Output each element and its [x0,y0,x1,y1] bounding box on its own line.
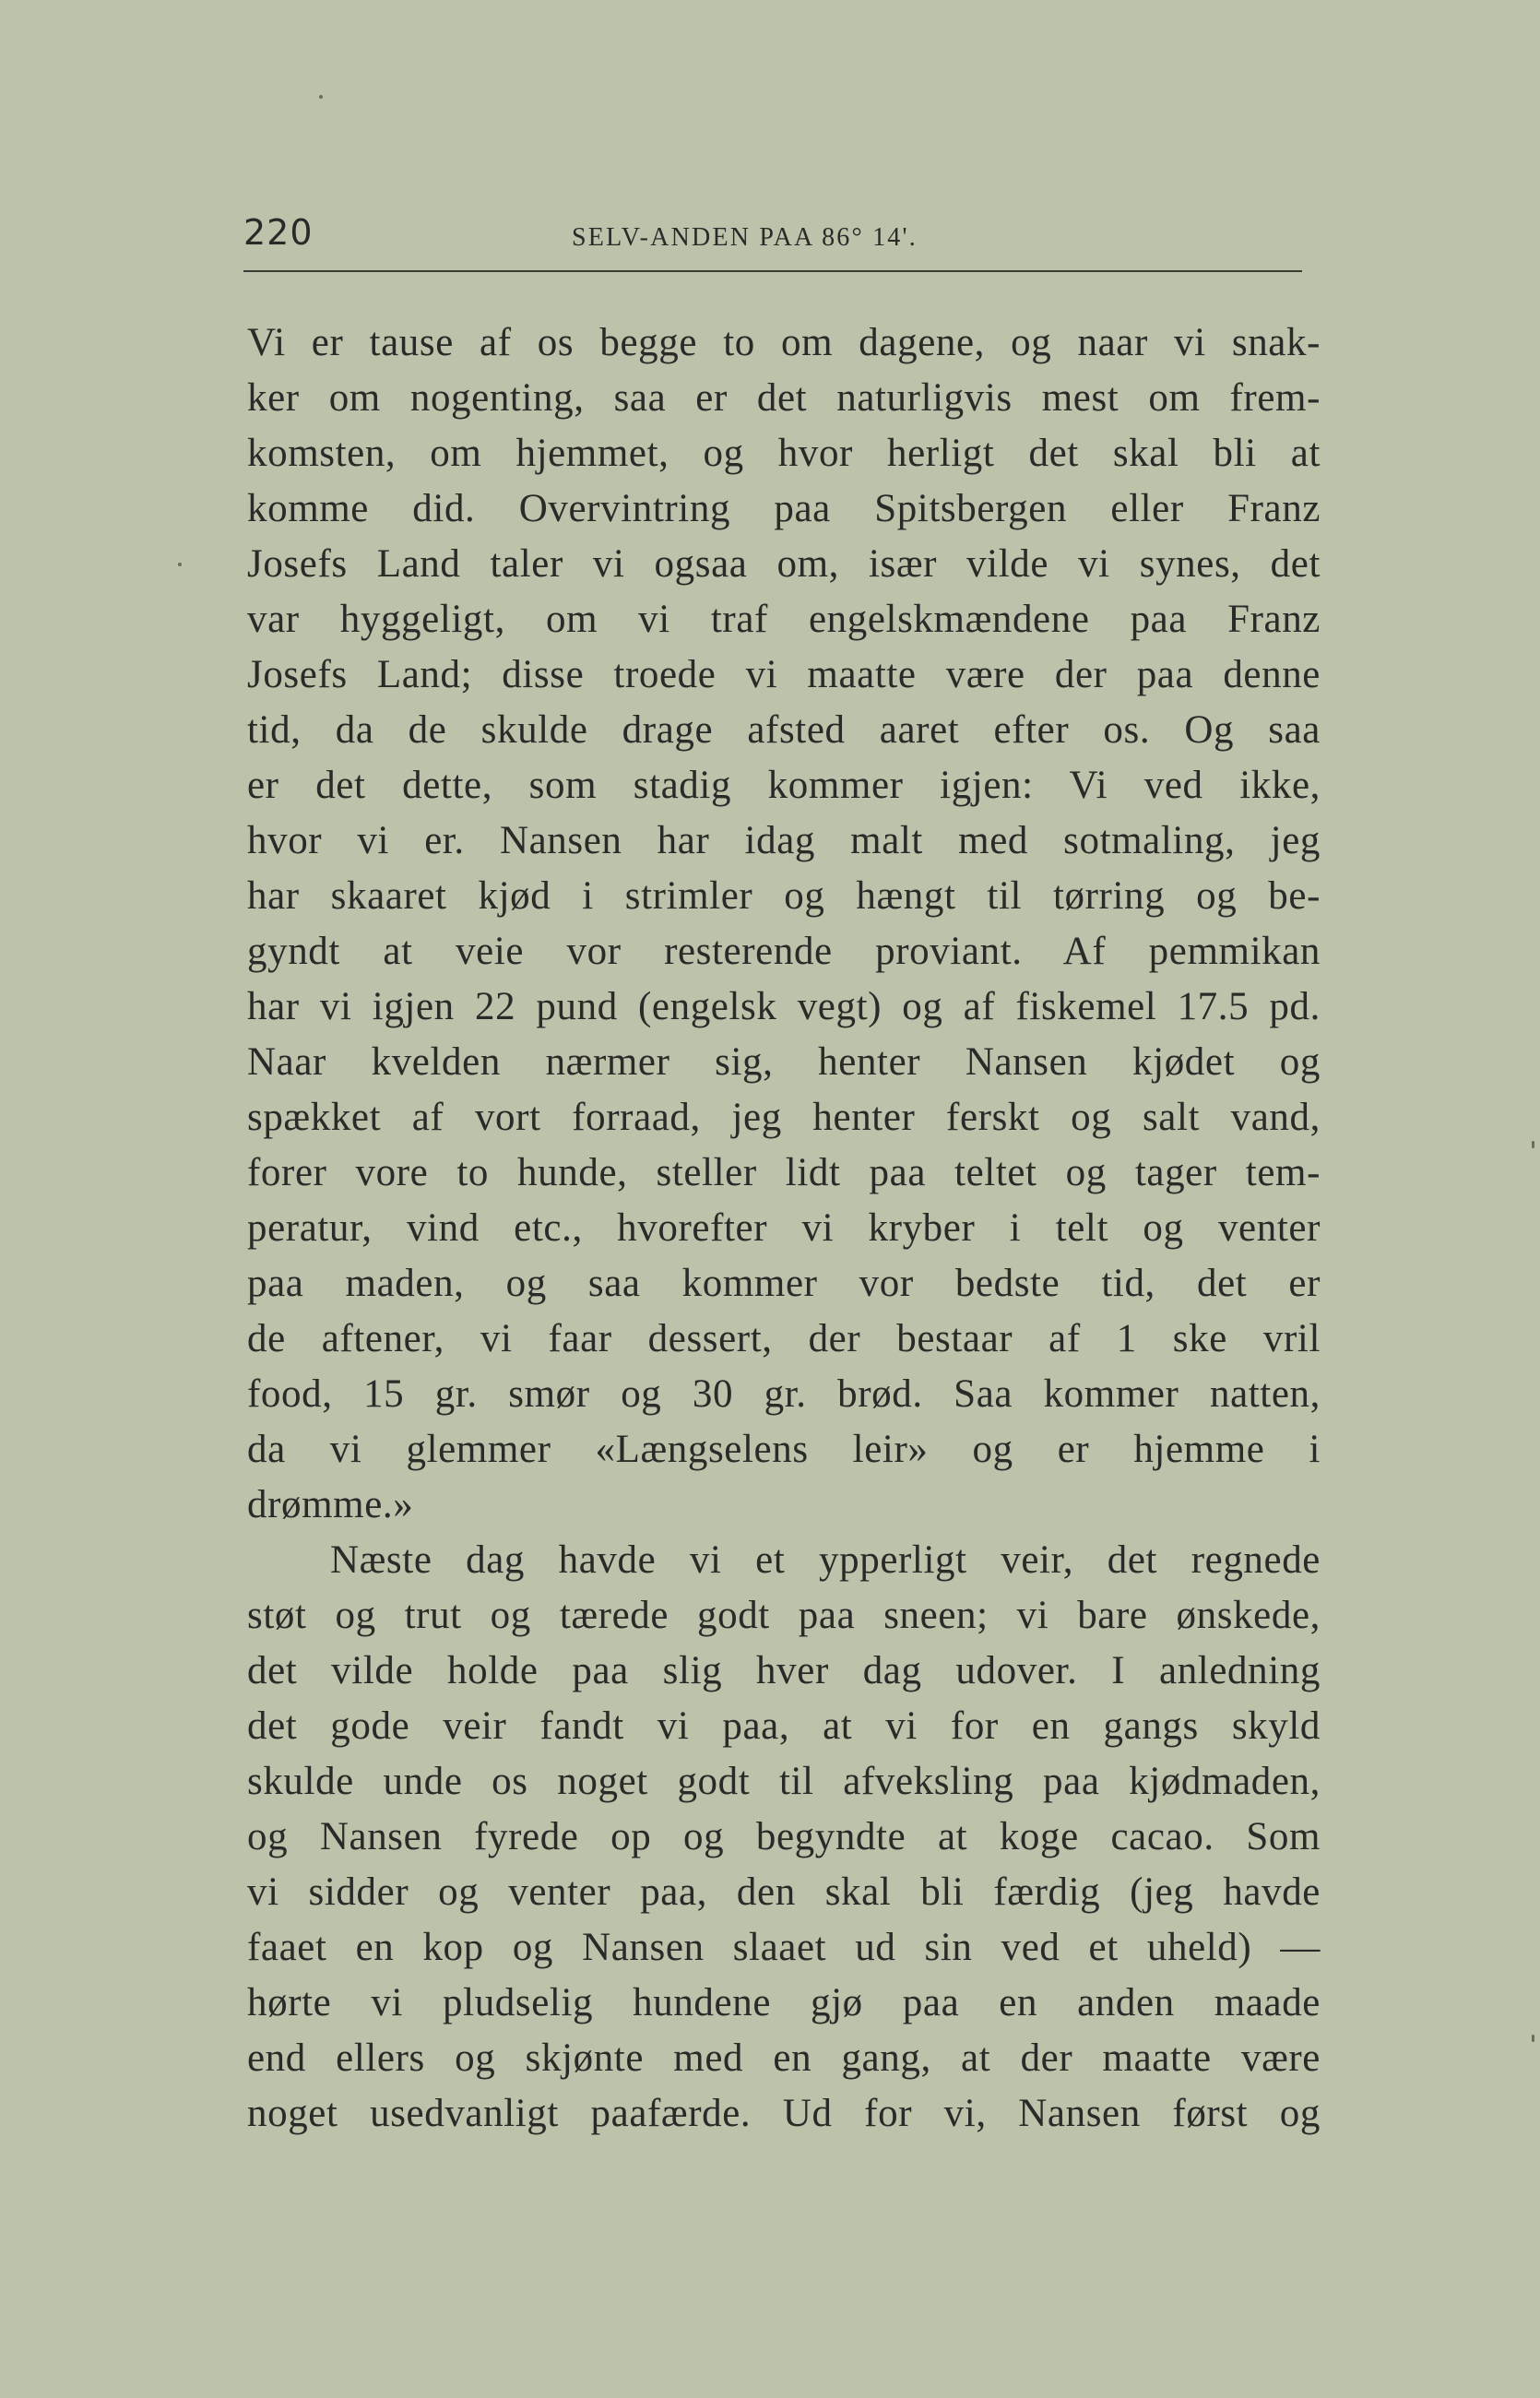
text-line: de aftener, vi faar dessert, der bestaar af 1 ske vril [247,1317,1321,1360]
text-line: hvor vi er. Nansen har idag malt med sotmaling, jeg [247,819,1321,862]
text-line: end ellers og skjønte med en gang, at der maatte være [247,2036,1321,2080]
text-line: Vi er tause af os begge to om dagene, og naar vi snak- [247,321,1321,364]
text-line: faaet en kop og Nansen slaaet ud sin ved et uheld) — [247,1926,1321,1969]
text-line: det vilde holde paa slig hver dag udover. I anledning [247,1649,1321,1692]
text-line: forer vore to hunde, steller lidt paa teltet og tager tem- [247,1151,1321,1194]
paper-speck [178,563,182,566]
text-line: Josefs Land taler vi ogsaa om, især vilde vi synes, det [247,542,1321,586]
text-line: har skaaret kjød i strimler og hængt til tørring og be- [247,874,1321,918]
text-line: paa maden, og saa kommer vor bedste tid, det er [247,1262,1321,1305]
text-line: hørte vi pludselig hundene gjø paa en anden maade [247,1981,1321,2024]
text-line: drømme.» [247,1483,414,1526]
text-line: Næste dag havde vi et ypperligt veir, det regnede [330,1538,1321,1582]
body-text [247,315,1321,2142]
text-line: tid, da de skulde drage afsted aaret efter os. Og saa [247,708,1321,752]
text-line: vi sidder og venter paa, den skal bli færdig (jeg havde [247,1870,1321,1914]
text-line: og Nansen fyrede op og begyndte at koge cacao. Som [247,1815,1321,1858]
page-header [243,210,1302,266]
text-line: støt og trut og tærede godt paa sneen; vi bare ønskede, [247,1594,1321,1637]
text-line: Naar kvelden nærmer sig, henter Nansen kjødet og [247,1040,1321,1084]
text-line: ker om nogenting, saa er det naturligvis mest om frem- [247,376,1321,420]
text-line: er det dette, som stadig kommer igjen: Vi ved ikke, [247,764,1321,807]
header-rule [243,270,1302,272]
paper-speck [1532,2035,1534,2042]
text-line: komsten, om hjemmet, og hvor herligt det skal bli at [247,432,1321,475]
text-line: har vi igjen 22 pund (engelsk vegt) og af fiskemel 17.5 pd. [247,985,1321,1028]
text-line: skulde unde os noget godt til afveksling paa kjødmaden, [247,1760,1321,1803]
text-line: gyndt at veie vor resterende proviant. Af pemmikan [247,930,1321,973]
text-line: var hyggeligt, om vi traf engelskmændene paa Franz [247,598,1321,641]
page-number: 220 [243,212,314,253]
text-line: det gode veir fandt vi paa, at vi for en gangs skyld [247,1704,1321,1748]
text-line: noget usedvanligt paafærde. Ud for vi, Nansen først og [247,2092,1321,2135]
text-line: komme did. Overvintring paa Spitsbergen eller Franz [247,487,1321,530]
text-line: Josefs Land; disse troede vi maatte være der paa denne [247,653,1321,696]
running-head: SELV-ANDEN PAA 86° 14'. [572,223,918,252]
text-line: da vi glemmer «Længselens leir» og er hjemme i [247,1428,1321,1471]
text-line: peratur, vind etc., hvorefter vi kryber i telt og venter [247,1206,1321,1250]
paper-speck [1532,1141,1534,1148]
text-line: spækket af vort forraad, jeg henter ferskt og salt vand, [247,1096,1321,1139]
text-line: food, 15 gr. smør og 30 gr. brød. Saa kommer natten, [247,1372,1321,1416]
paper-speck [319,95,323,99]
